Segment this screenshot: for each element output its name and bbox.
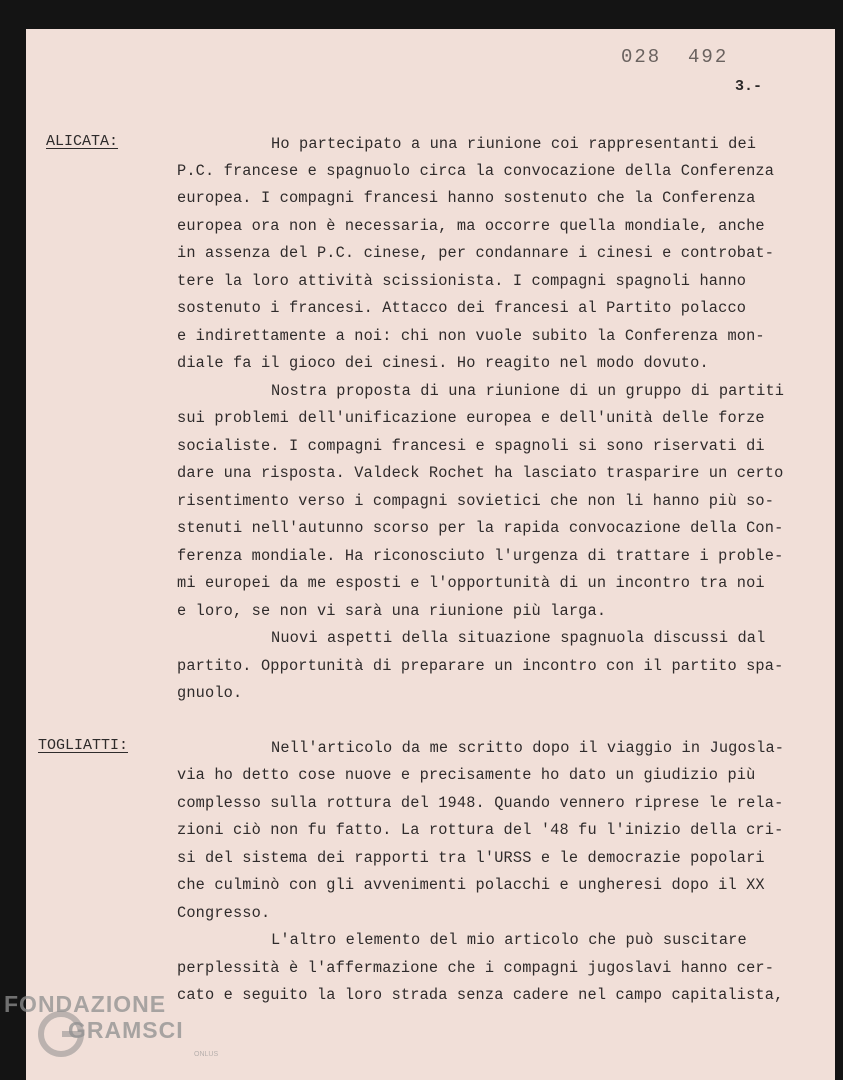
text-line: stenuti nell'autunno scorso per la rapida convocazione della Con- [177,519,784,537]
text-line: tere la loro attività scissionista. I compagni spagnoli hanno [177,272,747,290]
text-line: via ho detto cose nuove e precisamente ho dato un giudizio più [177,766,756,784]
speaker-alicata: ALICATA: [46,133,119,150]
text-line: Ho partecipato a una riunione coi rappresentanti dei [271,135,757,153]
text-line: perplessità è l'affermazione che i compagni jugoslavi hanno cer- [177,959,775,977]
page-number: 3.- [735,78,763,95]
text-line: complesso sulla rottura del 1948. Quando vennero riprese le rela- [177,794,784,812]
text-line: gnuolo. [177,684,243,702]
text-line: in assenza del P.C. cinese, per condannare i cinesi e controbat- [177,244,775,262]
text-line: Congresso. [177,904,271,922]
text-line: risentimento verso i compagni sovietici che non li hanno più so- [177,492,775,510]
text-line: diale fa il gioco dei cinesi. Ho reagito nel modo dovuto. [177,354,709,372]
text-line: che culminò con gli avvenimenti polacchi e ungheresi dopo il XX [177,876,765,894]
fondazione-gramsci-watermark [4,987,224,1057]
text-line: e loro, se non vi sarà una riunione più larga. [177,602,607,620]
text-line: P.C. francese e spagnuolo circa la convocazione della Conferenza [177,162,775,180]
text-line: socialiste. I compagni francesi e spagnoli si sono riservati di [177,437,765,455]
text-line: Nostra proposta di una riunione di un gruppo di partiti [271,382,785,400]
text-line: sostenuto i francesi. Attacco dei francesi al Partito polacco [177,299,747,317]
speaker-togliatti: TOGLIATTI: [38,737,129,754]
text-line: Nuovi aspetti della situazione spagnuola discussi dal [271,629,766,647]
text-line: partito. Opportunità di preparare un incontro con il partito spa- [177,657,784,675]
text-line: L'altro elemento del mio articolo che può suscitare [271,931,747,949]
text-line: sui problemi dell'unificazione europea e dell'unità delle forze [177,409,765,427]
watermark-line1: FONDAZIONE [4,991,167,1017]
text-line: zioni ciò non fu fatto. La rottura del '48 fu l'inizio della cri- [177,821,784,839]
text-line: si del sistema dei rapporti tra l'URSS e le democrazie popolari [177,849,765,867]
text-line: Nell'articolo da me scritto dopo il viaggio in Jugosla- [271,739,785,757]
text-line: europea. I compagni francesi hanno sostenuto che la Conferenza [177,189,756,207]
watermark-sub: ONLUS [194,1051,219,1058]
text-line: cato e seguito la loro strada senza cadere nel campo capitalista, [177,986,784,1004]
text-line: mi europei da me esposti e l'opportunità di un incontro tra noi [177,574,765,592]
text-line: e indirettamente a noi: chi non vuole subito la Conferenza mon- [177,327,765,345]
text-line: dare una risposta. Valdeck Rochet ha lasciato trasparire un certo [177,464,784,482]
watermark-line2: GRAMSCI [68,1017,184,1043]
text-line: europea ora non è necessaria, ma occorre quella mondiale, anche [177,217,765,235]
text-line: ferenza mondiale. Ha riconosciuto l'urgenza di trattare i proble- [177,547,784,565]
archive-number: 028 492 [621,46,729,68]
